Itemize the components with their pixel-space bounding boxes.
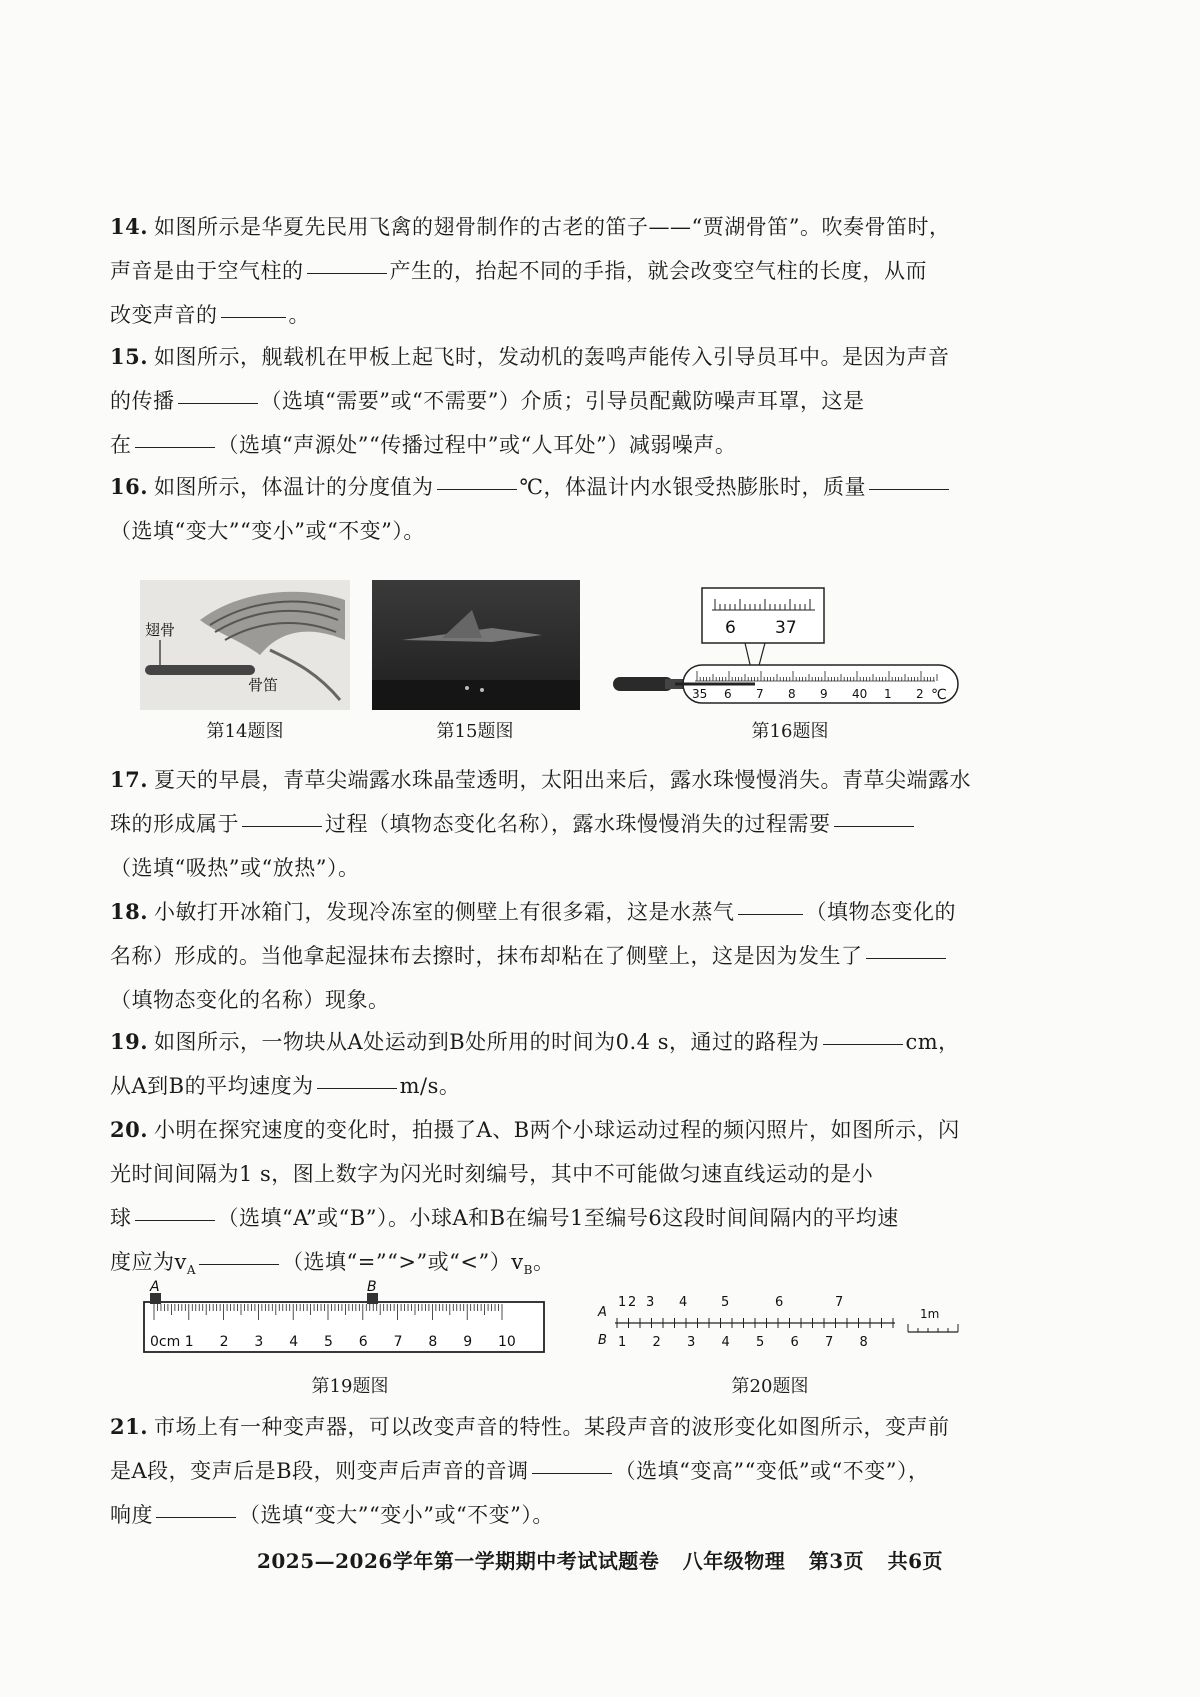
question-number: 21.: [110, 1414, 149, 1439]
row-b-num-2: 2: [652, 1335, 661, 1350]
subscript-b: B: [523, 1263, 533, 1278]
answer-blank[interactable]: [437, 488, 517, 490]
ruler-tick-label-9: 9: [463, 1334, 473, 1350]
answer-blank[interactable]: [178, 402, 258, 404]
scale-label-7: 2: [916, 687, 924, 701]
question-text: ℃，体温计内水银受热膨胀时，质量: [519, 475, 867, 499]
question-text: 球: [110, 1206, 132, 1230]
answer-blank[interactable]: [242, 825, 322, 827]
question-text: 小明在探究速度的变化时，拍摄了A、B两个小球运动过程的频闪照片，如图所示，闪: [154, 1118, 960, 1142]
exam-title: 2025—2026学年第一学期期中考试试题卷: [256, 1549, 660, 1573]
question-14: [110, 205, 990, 337]
question-number: 16.: [110, 474, 149, 499]
question-text: 如图所示是华夏先民用飞禽的翅骨制作的古老的笛子——“贾湖骨笛”。吹奏骨笛时，: [154, 215, 951, 239]
page-footer: [0, 1545, 1200, 1574]
figure-20-caption: 第20题图: [731, 1376, 809, 1397]
ruler-tick-label-5: 5: [324, 1334, 333, 1350]
answer-blank[interactable]: [307, 272, 387, 274]
question-text: 的传播: [110, 389, 175, 413]
bone-flute-image: [140, 580, 350, 710]
scale-label-5: 40: [852, 687, 868, 701]
question-number: 20.: [110, 1117, 149, 1142]
row-a-num-2: 2: [628, 1295, 637, 1310]
figure-19: [140, 1280, 550, 1370]
subscript-a: A: [186, 1263, 197, 1278]
answer-blank[interactable]: [834, 825, 914, 827]
row-a-num-4: 4: [679, 1295, 688, 1310]
scale-label-0: 35: [692, 687, 708, 701]
row-b-num-5: 5: [756, 1335, 765, 1350]
question-21: [110, 1405, 990, 1537]
question-text: （选填“吸热”或“放热”）。: [110, 856, 360, 880]
scale-label-4: 9: [820, 687, 828, 701]
question-text: 如图所示，舰载机在甲板上起飞时，发动机的轰鸣声能传入引导员耳中。是因为声音: [154, 345, 950, 369]
page-total: 共6页: [887, 1549, 944, 1573]
question-text: 在: [110, 433, 132, 457]
row-b-num-8: 8: [859, 1335, 868, 1350]
row-b-label: B: [598, 1333, 607, 1348]
figure-14: [140, 580, 350, 710]
question-text: 市场上有一种变声器，可以改变声音的特性。某段声音的波形变化如图所示，变声前: [154, 1415, 950, 1439]
answer-blank[interactable]: [738, 913, 803, 915]
ruler: [144, 1302, 544, 1352]
question-text: cm，: [905, 1030, 960, 1054]
question-number: 17.: [110, 767, 149, 792]
question-text: 改变声音的: [110, 303, 218, 327]
row-a-num-7: 7: [835, 1295, 844, 1310]
question-17: [110, 758, 990, 890]
question-number: 14.: [110, 214, 149, 239]
ruler-tick-label-10: 10: [498, 1334, 516, 1350]
wing-bone-label: 翅骨: [145, 621, 176, 639]
scale-label-1: 6: [724, 687, 732, 701]
figure-15: [372, 580, 580, 710]
answer-blank[interactable]: [869, 488, 949, 490]
question-text: 小敏打开冰箱门，发现冷冻室的侧壁上有很多霜，这是水蒸气: [154, 900, 735, 924]
unit-label: ℃: [931, 687, 947, 703]
question-text: 度应为v: [110, 1250, 187, 1274]
question-text: 。: [288, 303, 310, 327]
zoom-label-right: 37: [775, 618, 797, 638]
question-text: （选填“A”或“B”）。小球A和B在编号1至编号6这段时间间隔内的平均速: [217, 1206, 899, 1230]
ruler-tick-label-4: 4: [289, 1334, 299, 1350]
strobe-diagram: [590, 1280, 970, 1370]
row-a-num-6: 6: [775, 1295, 784, 1310]
row-b-num-6: 6: [790, 1335, 799, 1350]
ruler-tick-label-8: 8: [428, 1334, 438, 1350]
row-a-num-3: 3: [646, 1295, 655, 1310]
row-a-num-1: 1: [618, 1295, 627, 1310]
question-number: 15.: [110, 344, 149, 369]
question-text: （选填“=”“>”或“<”）v: [282, 1250, 524, 1274]
answer-blank[interactable]: [866, 957, 946, 959]
question-text: 名称）形成的。当他拿起湿抹布去擦时，抹布却粘在了侧壁上，这是因为发生了: [110, 944, 863, 968]
question-18: [110, 890, 990, 1022]
ruler-tick-label-2: 2: [219, 1334, 229, 1350]
figure-16: [605, 585, 965, 710]
question-text: （选填“变高”“变低”或“不变”），: [614, 1459, 930, 1483]
answer-blank[interactable]: [317, 1087, 397, 1089]
scale-label-2: 7: [756, 687, 764, 701]
question-text: 产生的，抬起不同的手指，就会改变空气柱的长度，从而: [389, 259, 927, 283]
question-15: [110, 335, 990, 467]
answer-blank[interactable]: [532, 1472, 612, 1474]
row-a-label: A: [598, 1305, 607, 1320]
row-b-num-3: 3: [687, 1335, 696, 1350]
row-b-num-7: 7: [825, 1335, 834, 1350]
question-16: [110, 465, 990, 553]
question-text: （填物态变化的名称）现象。: [110, 988, 390, 1012]
question-text: 夏天的早晨，青草尖端露水珠晶莹透明，太阳出来后，露水珠慢慢消失。青草尖端露水: [154, 768, 972, 792]
question-text: （填物态变化的: [805, 900, 957, 924]
ruler-tick-label-0: 0cm: [150, 1334, 181, 1350]
answer-blank[interactable]: [156, 1516, 236, 1518]
row-b-num-4: 4: [721, 1335, 730, 1350]
ruler-diagram: [140, 1280, 550, 1370]
figure-15-caption: 第15题图: [436, 721, 514, 742]
question-text: 如图所示，体温计的分度值为: [154, 475, 434, 499]
question-text: 如图所示，一物块从A处运动到B处所用的时间为0.4 s，通过的路程为: [154, 1030, 820, 1054]
question-text: 声音是由于空气柱的: [110, 259, 304, 283]
ruler-tick-label-3: 3: [254, 1334, 264, 1350]
label-b: B: [367, 1280, 377, 1295]
answer-blank[interactable]: [135, 446, 215, 448]
carrier-jet-image: [372, 580, 580, 710]
question-text: （选填“变大”“变小”或“不变”）。: [239, 1503, 554, 1527]
ruler-tick-label-6: 6: [358, 1334, 368, 1350]
answer-blank[interactable]: [221, 316, 286, 318]
ruler-tick-label-1: 1: [184, 1334, 194, 1350]
question-text: 过程（填物态变化名称），露水珠慢慢消失的过程需要: [325, 812, 831, 836]
question-number: 19.: [110, 1029, 149, 1054]
answer-blank[interactable]: [135, 1219, 215, 1221]
question-text: 。: [532, 1250, 555, 1274]
zoom-label-left: 6: [725, 618, 736, 638]
question-text: （选填“声源处”“传播过程中”或“人耳处”）减弱噪声。: [217, 433, 737, 457]
scale-label-3: 8: [788, 687, 796, 701]
figure-20: [590, 1280, 970, 1370]
subject-label: 八年级物理: [682, 1549, 786, 1573]
question-20: [110, 1108, 990, 1292]
question-text: （选填“需要”或“不需要”）介质；引导员配戴防噪声耳罩，这是: [260, 389, 865, 413]
question-text: 光时间间隔为1 s，图上数字为闪光时刻编号，其中不可能做匀速直线运动的是小: [110, 1162, 874, 1186]
figure-14-caption: 第14题图: [206, 721, 284, 742]
zoom-box: [702, 588, 824, 643]
question-text: m/s。: [399, 1074, 461, 1098]
figure-16-caption: 第16题图: [751, 721, 829, 742]
row-b-num-1: 1: [618, 1335, 627, 1350]
question-text: 珠的形成属于: [110, 812, 239, 836]
flute-label: 骨笛: [248, 676, 279, 694]
question-text: 从A到B的平均速度为: [110, 1074, 314, 1098]
question-text: 是A段，变声后是B段，则变声后声音的音调: [110, 1459, 529, 1483]
thermometer-bulb: [613, 677, 673, 691]
scale-label-6: 1: [884, 687, 892, 701]
thermometer-diagram: [605, 585, 965, 710]
row-a-num-5: 5: [721, 1295, 730, 1310]
ruler-tick-label-7: 7: [393, 1334, 403, 1350]
question-19: [110, 1020, 990, 1108]
answer-blank[interactable]: [823, 1043, 903, 1045]
page-number: 第3页: [808, 1549, 865, 1573]
question-number: 18.: [110, 899, 149, 924]
scale-label: 1m: [920, 1307, 940, 1321]
figure-19-caption: 第19题图: [311, 1376, 389, 1397]
label-a: A: [150, 1280, 160, 1295]
question-text: 响度: [110, 1503, 153, 1527]
answer-blank[interactable]: [199, 1263, 279, 1265]
question-text: （选填“变大”“变小”或“不变”）。: [110, 519, 425, 543]
